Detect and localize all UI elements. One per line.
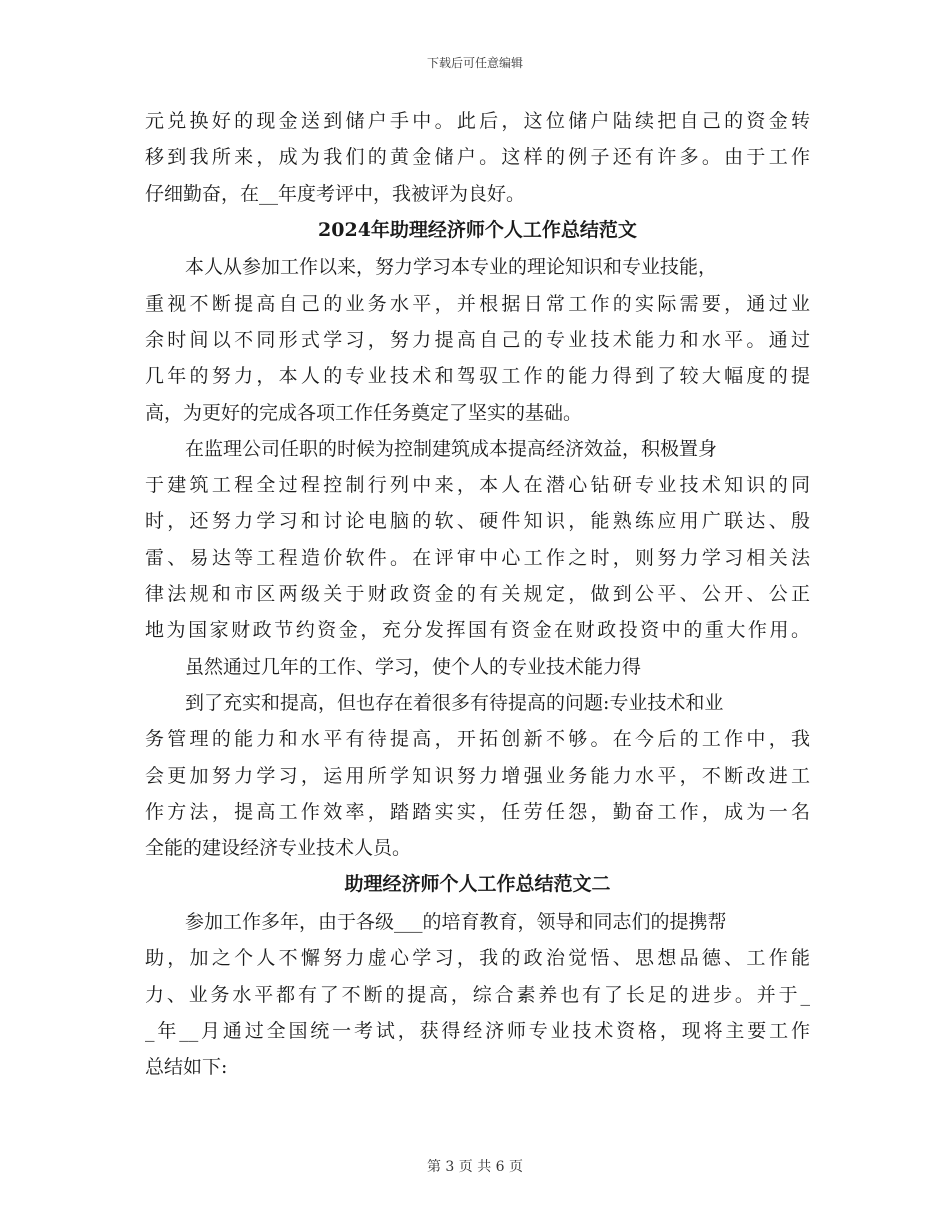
page-number: 第 3 页 共 6 页 bbox=[426, 1159, 524, 1175]
text-line: 总结如下: bbox=[145, 1056, 228, 1079]
text-line: 力、业务水平都有了不断的提高，综合素养也有了长足的进步。并于_ bbox=[145, 983, 810, 1006]
text-line: 几年的努力，本人的专业技术和驾驭工作的能力得到了较大幅度的提 bbox=[145, 365, 810, 388]
text-line: 高，为更好的完成各项工作任务奠定了坚实的基础。 bbox=[145, 401, 583, 424]
text-line: 会更加努力学习，运用所学知识努力增强业务能力水平，不断改进工 bbox=[145, 764, 810, 787]
text-line: 律法规和市区两级关于财政资金的有关规定，做到公平、公开、公正 bbox=[145, 583, 810, 606]
page-header: 下载后可任意编辑 bbox=[426, 56, 523, 70]
text-line: 时，还努力学习和讨论电脑的软、硬件知识，能熟练应用广联达、殷 bbox=[145, 510, 810, 533]
text-line: 到了充实和提高，但也存在着很多有待提高的问题:专业技术和业 bbox=[185, 691, 724, 714]
section-heading: 2024年助理经济师个人工作总结范文 bbox=[318, 218, 637, 241]
text-line: _年__月通过全国统一考试，获得经济师专业技术资格，现将主要工作 bbox=[145, 1019, 810, 1042]
text-line: 参加工作多年，由于各级___的培育教育，领导和同志们的提携帮 bbox=[185, 910, 727, 933]
text-line: 雷、易达等工程造价软件。在评审中心工作之时，则努力学习相关法 bbox=[145, 546, 810, 569]
text-line: 全能的建设经济专业技术人员。 bbox=[145, 837, 412, 860]
text-line: 仔细勤奋，在__年度考评中，我被评为良好。 bbox=[145, 182, 526, 205]
document-body bbox=[145, 103, 810, 1085]
section-heading: 助理经济师个人工作总结范文二 bbox=[344, 873, 611, 896]
text-line: 虽然通过几年的工作、学习，使个人的专业技术能力得 bbox=[185, 655, 642, 678]
text-line: 作方法，提高工作效率，踏踏实实，任劳任怨，勤奋工作，成为一名 bbox=[145, 800, 810, 823]
text-line: 在监理公司任职的时候为控制建筑成本提高经济效益，积极置身 bbox=[185, 437, 718, 460]
text-line: 地为国家财政节约资金，充分发挥国有资金在财政投资中的重大作用。 bbox=[145, 619, 810, 642]
text-line: 助，加之个人不懈努力虚心学习，我的政治觉悟、思想品德、工作能 bbox=[145, 947, 810, 970]
text-line: 余时间以不同形式学习，努力提高自己的专业技术能力和水平。通过 bbox=[145, 328, 810, 351]
text-line: 元兑换好的现金送到储户手中。此后，这位储户陆续把自己的资金转 bbox=[145, 110, 810, 132]
text-line: 本人从参加工作以来，努力学习本专业的理论知识和专业技能， bbox=[185, 256, 718, 279]
text-line: 重视不断提高自己的业务水平，并根据日常工作的实际需要，通过业 bbox=[145, 292, 810, 315]
text-line: 于建筑工程全过程控制行列中来，本人在潜心钻研专业技术知识的同 bbox=[145, 474, 810, 497]
text-line: 移到我所来，成为我们的黄金储户。这样的例子还有许多。由于工作 bbox=[145, 146, 810, 169]
text-line: 务管理的能力和水平有待提高，开拓创新不够。在今后的工作中，我 bbox=[145, 728, 810, 751]
